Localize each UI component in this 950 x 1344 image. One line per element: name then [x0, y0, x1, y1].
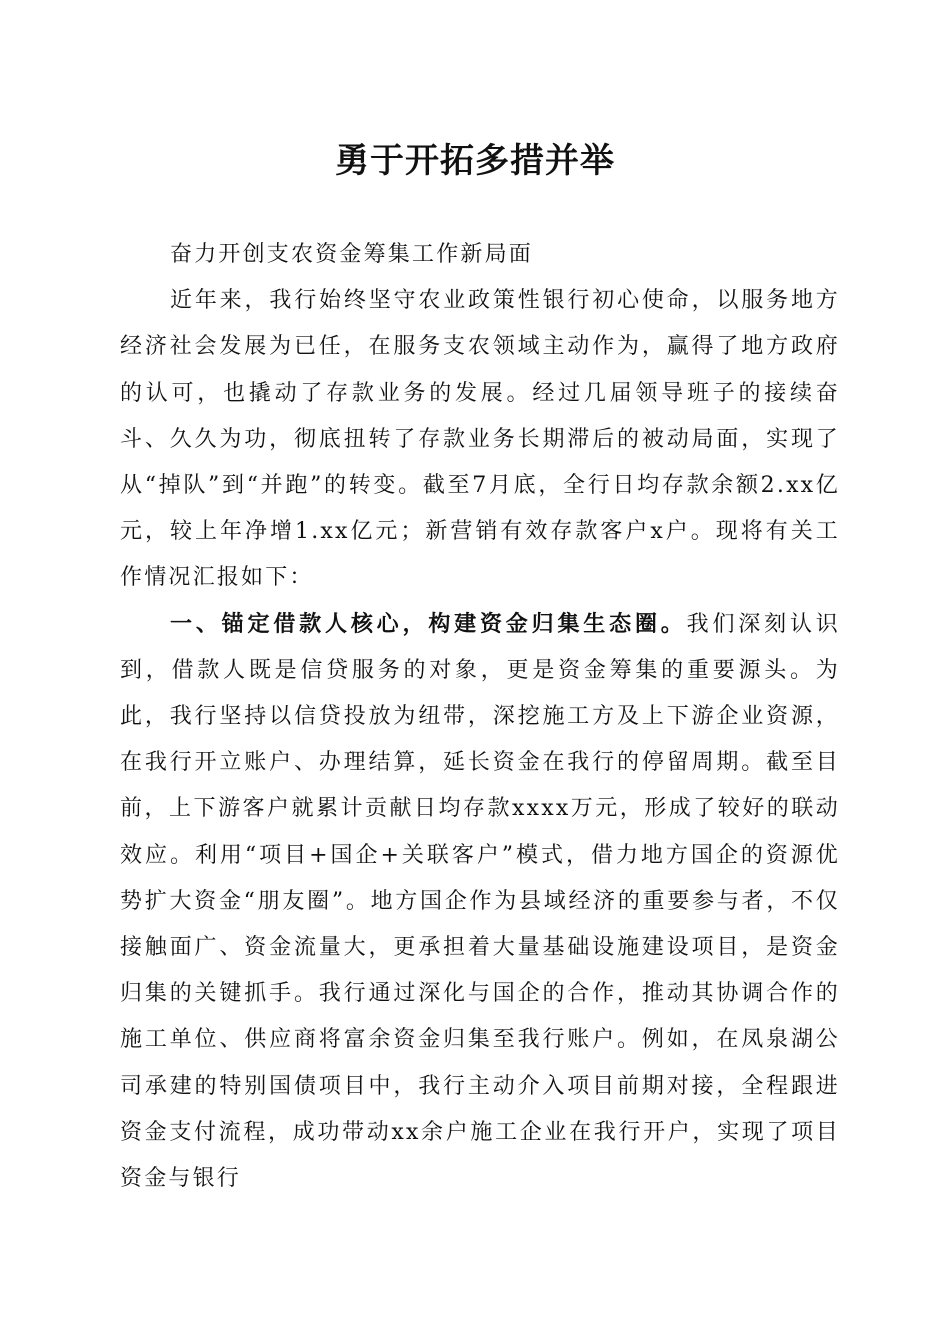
- document-body: [120, 232, 840, 1202]
- document-subtitle: 奋力开创支农资金筹集工作新局面: [170, 242, 534, 267]
- section-1-heading: 一、锚定借款人核心，构建资金归集生态圈。: [170, 611, 687, 637]
- section-1-text: 我们深刻认识到，借款人既是信贷服务的对象，更是资金筹集的重要源头。为此，我行坚持以信贷投放为纽带，深挖施工方及上下游企业资源，在我行开立账户、办理结算，延长资金在我行的停留周期。截至目前，上下游客户就累计贡献日均存款xxxx万元，形成了较好的联动效应。利用“项目+国企+关联客户”模式，借力地方国企的资源优势扩大资金“朋友圈”。地方国企作为县域经济的重要参与者，不仅接触面广、资金流量大，更承担着大量基础设施建设项目，是资金归集的关键抓手。我行通过深化与国企的合作，推动其协调合作的施工单位、供应商将富余资金归集至我行账户。例如，在凤泉湖公司承建的特别国债项目中，我行主动介入项目前期对接，全程跟进资金支付流程，成功带动xx余户施工企业在我行开户，实现了项目资金与银行: [120, 611, 840, 1192]
- section-1-paragraph: [120, 602, 840, 1203]
- document-title: 勇于开拓多措并举: [335, 141, 615, 181]
- intro-paragraph: 近年来，我行始终坚守农业政策性银行初心使命，以服务地方经济社会发展为已任，在服务支农领域主动作为，赢得了地方政府的认可，也撬动了存款业务的发展。经过几届领导班子的接续奋斗、久久为功，彻底扭转了存款业务长期滞后的被动局面，实现了从“掉队”到“并跑”的转变。截至7月底，全行日均存款余额2.xx亿元，较上年净增1.xx亿元；新营销有效存款客户x户。现将有关工作情况汇报如下：: [120, 288, 840, 591]
